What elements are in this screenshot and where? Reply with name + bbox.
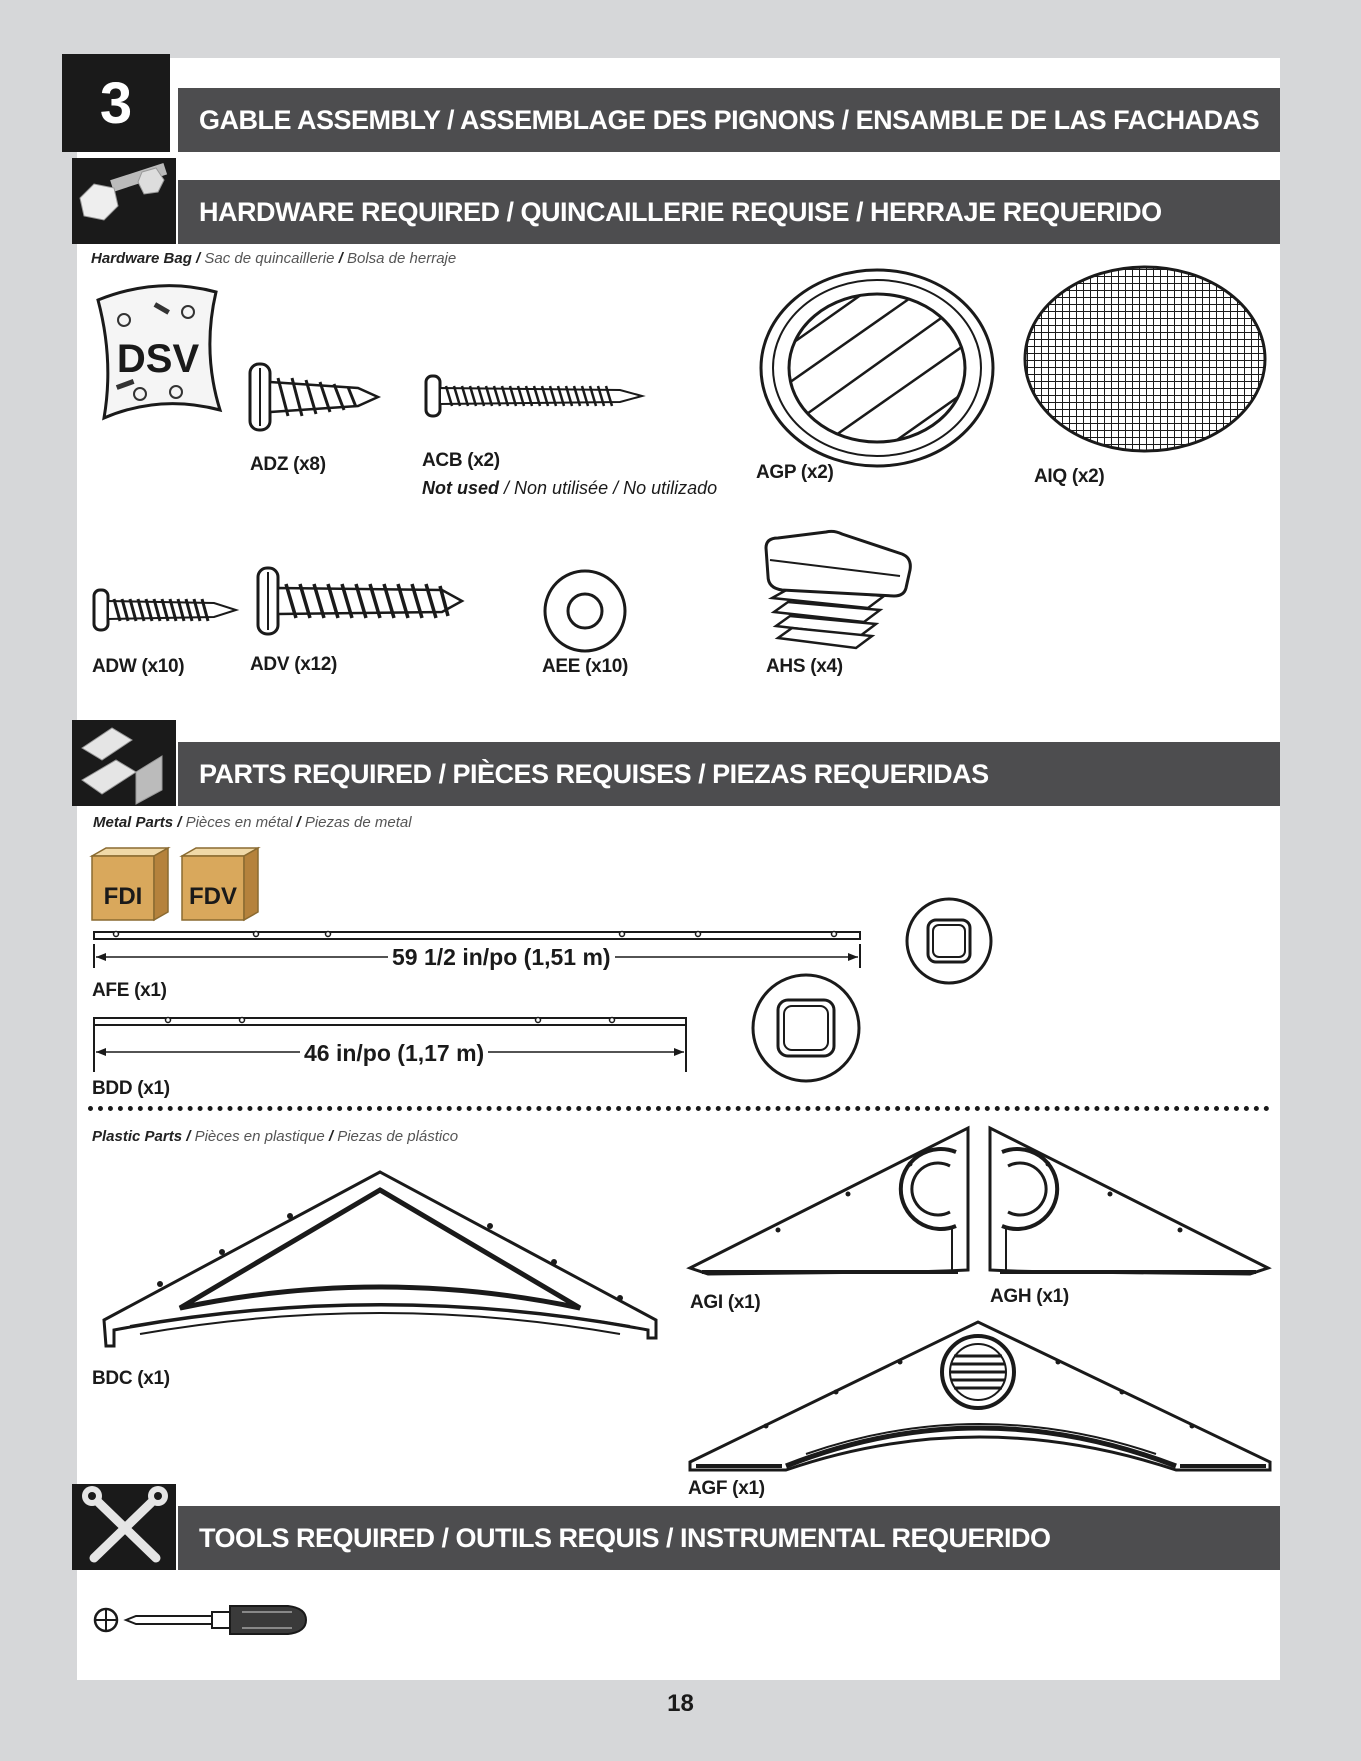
label-afe: AFE (x1)	[92, 980, 167, 1001]
label-agi: AGI (x1)	[690, 1292, 761, 1313]
parts-icon	[72, 720, 176, 806]
phillips-screwdriver-image	[92, 1600, 308, 1640]
tools-title: TOOLS REQUIRED / OUTILS REQUIS / INSTRUMENTAL REQUERIDO	[178, 1506, 1280, 1570]
box-fdv-label: FDV	[189, 883, 237, 910]
label-agh: AGH (x1)	[990, 1286, 1069, 1307]
plastic-parts-label: Plastic Parts / Pièces en plastique / Piezas de plástico	[92, 1128, 459, 1145]
gable-bdc-image	[100, 1170, 660, 1350]
cap-ahs-image	[760, 530, 916, 650]
hardware-title: HARDWARE REQUIRED / QUINCAILLERIE REQUISE / HERRAJE REQUERIDO	[178, 180, 1280, 244]
label-adw: ADW (x10)	[92, 656, 185, 677]
vent-agp-image	[756, 266, 998, 470]
screen-aiq-image	[1020, 262, 1270, 456]
screw-adw-image	[92, 588, 238, 632]
gable-agf-image	[686, 1320, 1272, 1470]
label-adv: ADV (x12)	[250, 654, 338, 675]
step-number: 3	[62, 54, 170, 152]
metal-parts-boxes	[90, 846, 266, 922]
parts-title: PARTS REQUIRED / PIÈCES REQUISES / PIEZAS REQUERIDAS	[178, 742, 1280, 806]
dimension-afe: 59 1/2 in/po (1,51 m)	[388, 944, 615, 971]
page-number: 18	[667, 1690, 694, 1717]
label-agf: AGF (x1)	[688, 1478, 765, 1499]
hardware-bag-image	[90, 282, 226, 422]
label-agp: AGP (x2)	[756, 462, 834, 483]
label-acb: ACB (x2)	[422, 450, 500, 471]
label-aiq: AIQ (x2)	[1034, 466, 1105, 487]
hardware-bag-label: Hardware Bag / Sac de quincaillerie / Bolsa de herraje	[91, 250, 457, 267]
washer-aee-image	[542, 568, 628, 654]
label-bdc: BDC (x1)	[92, 1368, 170, 1389]
bolt-icon	[72, 158, 176, 244]
dimension-bdd: 46 in/po (1,17 m)	[300, 1040, 488, 1067]
wrench-icon	[72, 1484, 176, 1570]
screw-adv-image	[256, 566, 464, 636]
hardware-icon	[72, 158, 176, 244]
label-ahs: AHS (x4)	[766, 656, 843, 677]
bushing-large-image	[750, 972, 862, 1084]
bushing-small-image	[904, 898, 994, 984]
gable-agi-image	[688, 1122, 974, 1280]
bag-code: DSV	[116, 337, 200, 381]
label-aee: AEE (x10)	[542, 656, 629, 677]
tools-icon	[72, 1484, 176, 1570]
gable-agh-image	[984, 1122, 1270, 1280]
box-fdi-label: FDI	[103, 883, 143, 910]
label-bdd: BDD (x1)	[92, 1078, 170, 1099]
screw-adz-image	[248, 362, 383, 432]
step-title: GABLE ASSEMBLY / ASSEMBLAGE DES PIGNONS / ENSAMBLE DE LAS FACHADAS	[178, 88, 1280, 152]
bracket-icon	[72, 720, 176, 806]
section-divider	[88, 1106, 1270, 1111]
acb-not-used-note: Not used / Non utilisée / No utilizado	[422, 478, 718, 498]
screw-acb-image	[424, 374, 644, 418]
metal-parts-label: Metal Parts / Pièces en métal / Piezas de metal	[93, 814, 412, 831]
label-adz: ADZ (x8)	[250, 454, 326, 475]
